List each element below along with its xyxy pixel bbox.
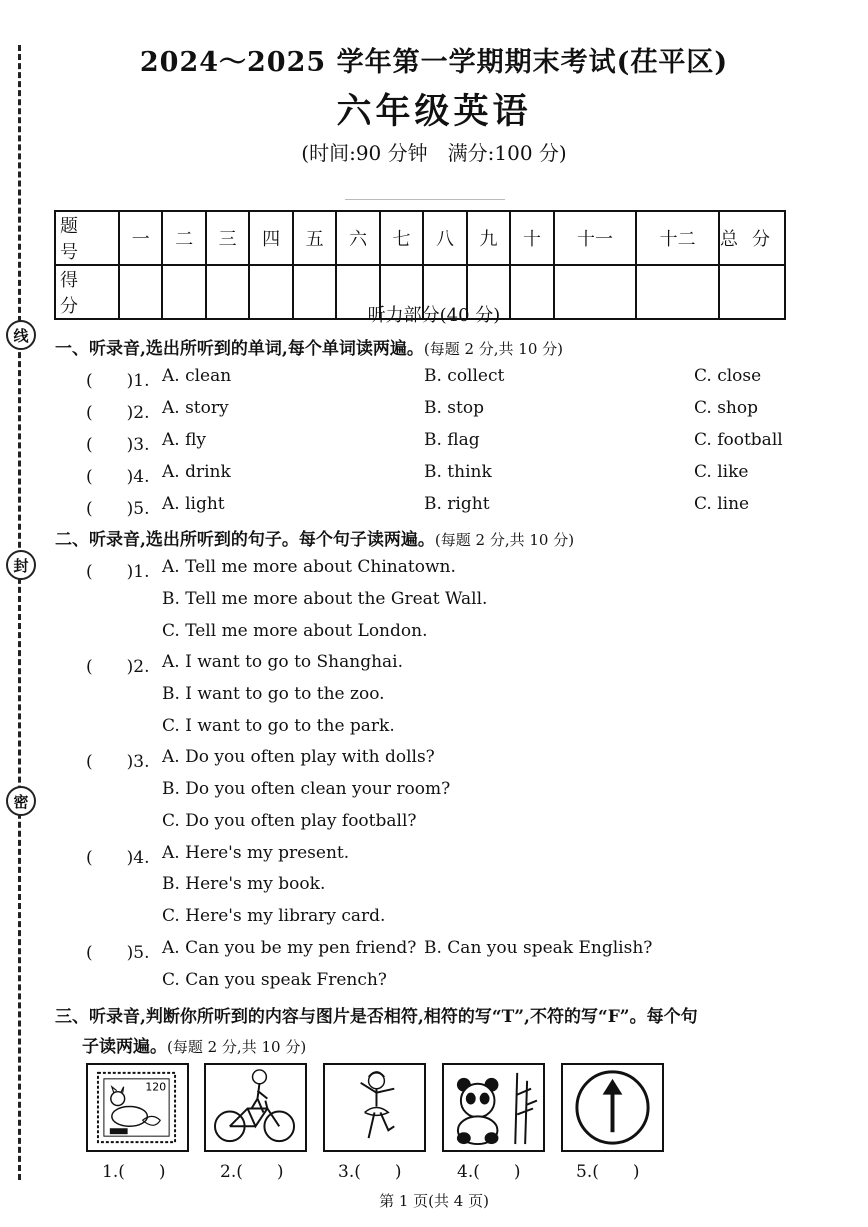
section3-title-line2 (82, 1032, 306, 1057)
score-col: 四 (249, 211, 292, 265)
s1-q3-option-b: B. flag (424, 430, 480, 450)
section1-title (55, 334, 563, 359)
s1-q3-option-c: C. football (694, 430, 783, 450)
picture-arrow-sign (561, 1063, 664, 1152)
s1-q2-option-c: C. shop (694, 398, 758, 418)
s2-q5-num[interactable]: ( )5. (86, 943, 150, 963)
page-footer: 第 1 页(共 4 页) (379, 1192, 489, 1210)
s2-q1-option-c: C. Tell me more about London. (162, 621, 428, 641)
s1-q3-option-a: A. fly (162, 430, 207, 450)
s2-q5-option-c: C. Can you speak French? (162, 970, 387, 990)
binding-mark-xian: 线 (6, 320, 36, 350)
listening-heading: 听力部分(40 分) (367, 305, 501, 326)
score-col: 十 (510, 211, 553, 265)
s2-q5-option-a: A. Can you be my pen friend? (162, 938, 417, 958)
picture-bicycle (204, 1063, 307, 1152)
s2-q4-option-a: A. Here's my present. (162, 843, 350, 863)
s1-q3-num[interactable]: ( )3. (86, 435, 150, 455)
score-col: 八 (423, 211, 466, 265)
score-col: 十二 (636, 211, 719, 265)
s1-q4-option-b: B. think (424, 462, 492, 482)
s1-q2-option-b: B. stop (424, 398, 484, 418)
bicycle-icon (206, 1065, 305, 1150)
s2-q3-option-b: B. Do you often clean your room? (162, 779, 451, 799)
s1-q1-num[interactable]: ( )1. (86, 371, 150, 391)
s2-q4-option-c: C. Here's my library card. (162, 906, 386, 926)
score-total-label: 总分 (719, 211, 785, 265)
s1-q4-option-c: C. like (694, 462, 749, 482)
section2-title-text: 二、听录音,选出所听到的句子。每个句子读两遍。 (55, 530, 435, 550)
s2-q1-option-b: B. Tell me more about the Great Wall. (162, 589, 488, 609)
s1-q5-num[interactable]: ( )5. (86, 499, 150, 519)
section3-title: 三、听录音,判断你所听到的内容与图片是否相符,相符的写“T”,不符的写“F”。每个句 (55, 1007, 698, 1027)
s1-q5-option-b: B. right (424, 494, 490, 514)
score-col: 三 (206, 211, 249, 265)
s2-q5-option-b: B. Can you speak English? (424, 938, 653, 958)
section1-note: (每题 2 分,共 10 分) (423, 340, 564, 358)
score-row-label: 题号 (55, 211, 119, 265)
s2-q2-option-c: C. I want to go to the park. (162, 716, 395, 736)
s1-q5-option-a: A. light (162, 494, 225, 514)
stamp-value: 120 (145, 1080, 167, 1094)
s2-q3-option-a: A. Do you often play with dolls? (162, 747, 435, 767)
s1-q4-num[interactable]: ( )4. (86, 467, 150, 487)
s2-q4-num[interactable]: ( )4. (86, 848, 150, 868)
score-col: 二 (162, 211, 205, 265)
score-col: 十一 (554, 211, 637, 265)
section2-note: (每题 2 分,共 10 分) (434, 531, 575, 549)
s2-q3-num[interactable]: ( )3. (86, 752, 150, 772)
s1-q5-option-c: C. line (694, 494, 750, 514)
s2-q4-option-b: B. Here's my book. (162, 874, 326, 894)
go-straight-sign-icon (563, 1065, 662, 1150)
section3-title2: 子读两遍。 (82, 1037, 167, 1057)
picture-5-answer[interactable]: 5.( ) (576, 1162, 640, 1182)
s1-q2-option-a: A. story (162, 398, 229, 418)
s2-q2-option-b: B. I want to go to the zoo. (162, 684, 385, 704)
score-col: 五 (293, 211, 336, 265)
section1-title-text: 一、听录音,选出所听到的单词,每个单词读两遍。 (55, 339, 424, 359)
score-table-header-row (55, 211, 785, 265)
s1-q2-num[interactable]: ( )2. (86, 403, 150, 423)
s1-q1-option-b: B. collect (424, 366, 505, 386)
stamp-icon (88, 1065, 187, 1150)
divider (345, 199, 505, 200)
picture-panda (442, 1063, 545, 1152)
exam-subtitle: 六年级英语 (336, 91, 532, 132)
score-col: 六 (336, 211, 379, 265)
s2-q2-option-a: A. I want to go to Shanghai. (162, 652, 404, 672)
panda-icon (444, 1065, 543, 1150)
exam-title: 2024～2025 学年第一学期期末考试(茌平区) (139, 47, 729, 78)
picture-stamp (86, 1063, 189, 1152)
picture-4-answer[interactable]: 4.( ) (457, 1162, 521, 1182)
s1-q1-option-a: A. clean (162, 366, 232, 386)
s2-q1-num[interactable]: ( )1. (86, 562, 150, 582)
binding-mark-feng: 封 (6, 550, 36, 580)
picture-3-answer[interactable]: 3.( ) (338, 1162, 402, 1182)
score-col: 九 (467, 211, 510, 265)
score-col: 一 (119, 211, 162, 265)
section3-note: (每题 2 分,共 10 分) (167, 1038, 307, 1056)
dancing-girl-icon (325, 1065, 424, 1150)
picture-2-answer[interactable]: 2.( ) (220, 1162, 284, 1182)
score-row-label: 得分 (55, 265, 119, 319)
s2-q3-option-c: C. Do you often play football? (162, 811, 417, 831)
picture-1-answer[interactable]: 1.( ) (102, 1162, 166, 1182)
picture-dancer (323, 1063, 426, 1152)
s1-q4-option-a: A. drink (162, 462, 231, 482)
binding-mark-mi: 密 (6, 786, 36, 816)
section2-title (55, 525, 574, 550)
binding-dashed-line (18, 45, 27, 1180)
s2-q1-option-a: A. Tell me more about Chinatown. (162, 557, 456, 577)
exam-time: (时间:90 分钟 满分:100 分) (301, 141, 567, 165)
s1-q1-option-c: C. close (694, 366, 762, 386)
s2-q2-num[interactable]: ( )2. (86, 657, 150, 677)
score-col: 七 (380, 211, 423, 265)
